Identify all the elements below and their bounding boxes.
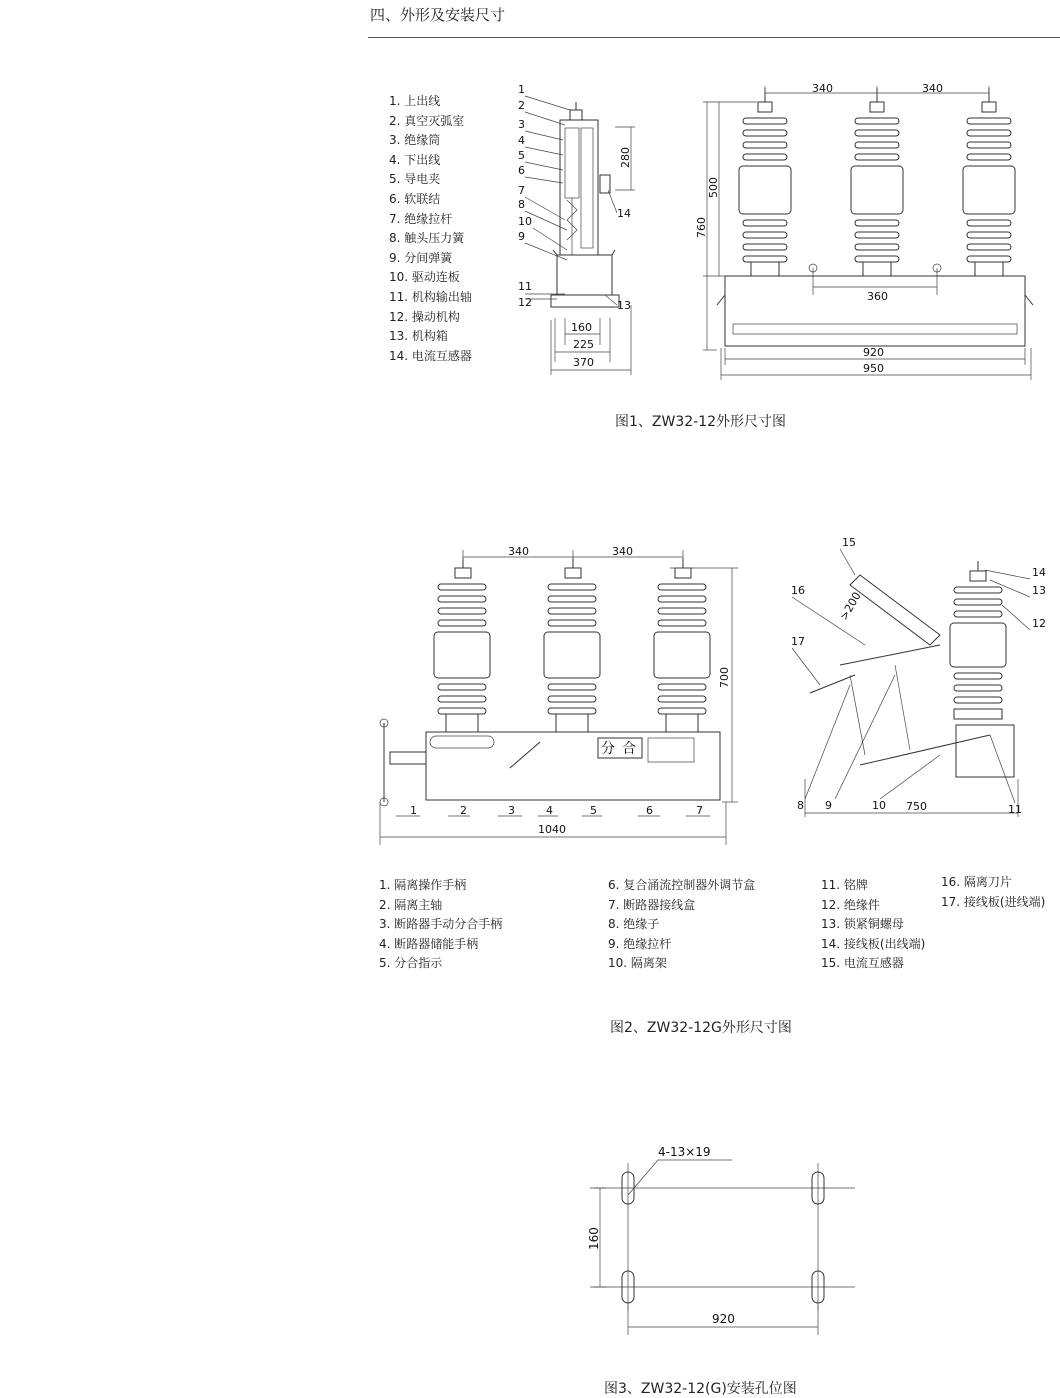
callout-2: 2 [518, 99, 525, 112]
holes-spec: 4-13×19 [658, 1145, 711, 1159]
legend-item: 3. 断路器手动分合手柄 [379, 917, 503, 932]
fig1-side-view [505, 80, 650, 380]
dim-160: 160 [571, 321, 592, 334]
fig1-front-view [695, 80, 1045, 385]
fig2-legend-col4 [941, 873, 1045, 912]
insulator-poles [434, 558, 710, 732]
dim-340a: 340 [812, 82, 833, 95]
legend-item: 7. 断路器接线盒 [608, 897, 696, 912]
callout-3: 3 [518, 118, 525, 131]
indicator-open: 分 [601, 741, 615, 757]
callout-9: 9 [518, 230, 525, 243]
callout-15: 15 [842, 536, 856, 549]
callout-8: 8 [797, 799, 804, 812]
legend-item: 1. 上出线 [389, 94, 441, 108]
legend-item: 8. 绝缘子 [608, 917, 660, 932]
callout-14: 14 [617, 207, 631, 220]
legend-item: 2. 隔离主轴 [379, 897, 443, 912]
fig2-legend-col1 [379, 876, 502, 974]
legend-item: 11. 机构输出轴 [389, 289, 472, 304]
callout-7: 7 [696, 804, 703, 817]
legend-item: 12. 绝缘件 [821, 897, 880, 912]
legend-item: 15. 电流互感器 [821, 956, 904, 971]
callout-12: 12 [518, 296, 532, 309]
legend-item: 6. 软联结 [389, 191, 441, 206]
legend-item: 2. 真空灭弧室 [389, 113, 465, 128]
legend-item: 7. 绝缘拉杆 [389, 211, 453, 226]
legend-item: 4. 下出线 [389, 152, 441, 167]
callout-7: 7 [518, 184, 525, 197]
legend-item: 10. 隔离架 [608, 956, 667, 971]
dim-920: 920 [863, 346, 884, 359]
callout-6: 6 [518, 164, 525, 177]
fig2-legend-col3 [821, 876, 925, 974]
fig3-caption: 图3、ZW32-12(G)安装孔位图 [604, 1381, 797, 1397]
legend-item: 10. 驱动连板 [389, 270, 460, 285]
legend-item: 3. 绝缘筒 [389, 133, 441, 148]
legend-item: 1. 隔离操作手柄 [379, 878, 467, 892]
callout-13: 13 [617, 299, 631, 312]
dim-340a: 340 [508, 545, 529, 558]
callout-12: 12 [1032, 617, 1046, 630]
callout-17: 17 [791, 635, 805, 648]
dim-280: 280 [619, 147, 632, 168]
legend-item: 11. 铭牌 [821, 878, 868, 892]
section-divider [368, 37, 1060, 38]
legend-item: 12. 操动机构 [389, 309, 460, 324]
legend-item: 17. 接线板(进线端) [941, 894, 1046, 909]
fig2-front-view [370, 540, 745, 845]
callout-3: 3 [508, 804, 515, 817]
legend-item: 5. 分合指示 [379, 956, 443, 971]
callout-9: 9 [825, 799, 832, 812]
legend-item: 13. 锁紧铜螺母 [821, 917, 904, 932]
fig2-caption: 图2、ZW32-12G外形尺寸图 [610, 1020, 792, 1036]
dim-1040: 1040 [538, 823, 566, 836]
callout-6: 6 [646, 804, 653, 817]
dim-760: 760 [695, 217, 708, 238]
callout-14: 14 [1032, 566, 1046, 579]
callout-4: 4 [546, 804, 553, 817]
fig3-mounting-holes [580, 1135, 865, 1340]
dim-360: 360 [867, 290, 888, 303]
legend-item: 6. 复合涌流控制器外调节盒 [608, 878, 756, 892]
callout-8: 8 [518, 198, 525, 211]
section-title: 四、外形及安装尺寸 [370, 6, 506, 24]
dim-gt200: >200 [837, 589, 864, 623]
legend-item: 14. 接线板(出线端) [821, 936, 926, 951]
legend-item: 16. 隔离刀片 [941, 875, 1012, 889]
callout-11: 11 [518, 280, 532, 293]
dim-340b: 340 [612, 545, 633, 558]
legend-item: 5. 导电夹 [389, 172, 441, 187]
callout-10: 10 [518, 215, 532, 228]
legend-item: 14. 电流互感器 [389, 348, 472, 363]
insulator-poles [739, 88, 1015, 276]
dim-700: 700 [718, 667, 731, 688]
dim-225: 225 [573, 338, 594, 351]
dim-500: 500 [707, 177, 720, 198]
legend-item: 9. 分间弹簧 [389, 250, 453, 265]
dim-750: 750 [906, 800, 927, 813]
fig2-side-view [780, 535, 1055, 845]
callout-11: 11 [1008, 803, 1022, 816]
indicator-close: 合 [622, 741, 636, 757]
callout-16: 16 [791, 584, 805, 597]
dim-160: 160 [587, 1227, 601, 1250]
callout-2: 2 [460, 804, 467, 817]
dim-370: 370 [573, 356, 594, 369]
callout-10: 10 [872, 799, 886, 812]
callout-5: 5 [590, 804, 597, 817]
fig2-legend-col2 [608, 876, 755, 974]
callout-1: 1 [518, 83, 525, 96]
callout-1: 1 [410, 804, 417, 817]
legend-item: 9. 绝缘拉杆 [608, 936, 672, 951]
callout-5: 5 [518, 149, 525, 162]
fig1-caption: 图1、ZW32-12外形尺寸图 [615, 414, 787, 430]
legend-item: 13. 机构箱 [389, 329, 448, 344]
dim-340b: 340 [922, 82, 943, 95]
dim-950: 950 [863, 362, 884, 375]
fig1-legend [389, 92, 472, 366]
legend-item: 4. 断路器储能手柄 [379, 936, 479, 951]
callout-13: 13 [1032, 584, 1046, 597]
callout-4: 4 [518, 134, 525, 147]
dim-920: 920 [712, 1312, 735, 1326]
legend-item: 8. 触头压力簧 [389, 231, 465, 246]
